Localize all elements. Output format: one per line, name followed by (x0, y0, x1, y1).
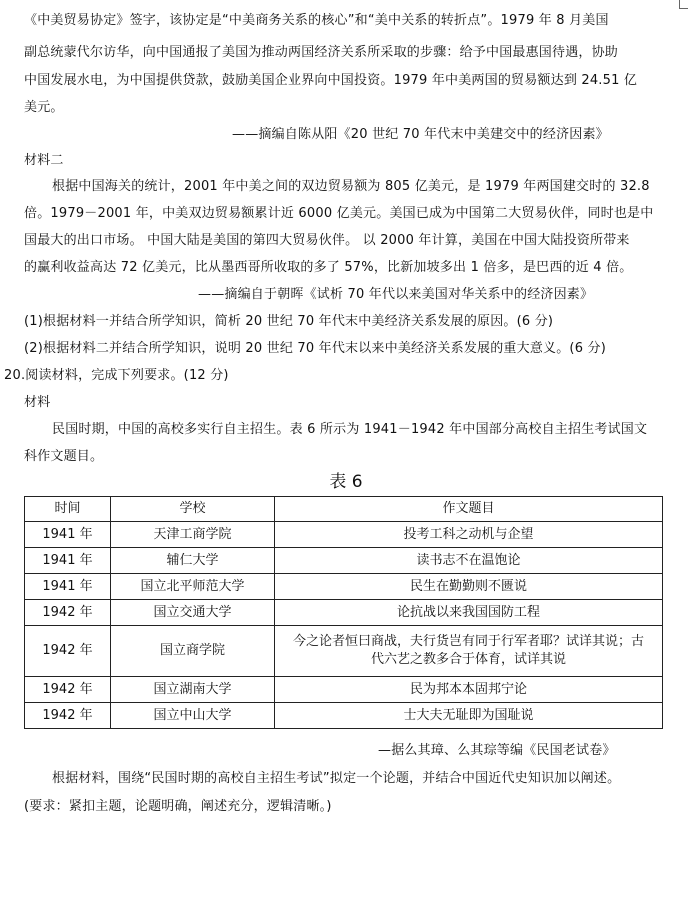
header-time: 时间 (25, 497, 111, 522)
essay-topics-table (24, 496, 663, 729)
cell-topic: 民为邦本本固邦宁论 (275, 677, 663, 703)
table-header-row (25, 497, 663, 522)
cell-year: 1942 年 (25, 703, 111, 729)
material-one-line-1: 《中美贸易协定》签字，该协定是“中美商务关系的核心”和“美中关系的转折点”。1979 年 8 月美国 (24, 13, 609, 28)
table-row (25, 626, 663, 677)
task-line-2: (要求：紧扣主题，论题明确，阐述充分，逻辑清晰。) (24, 799, 332, 814)
material-two-heading: 材料二 (24, 153, 64, 168)
cell-topic: 士大夫无耻即为国耻说 (275, 703, 663, 729)
cell-year: 1941 年 (25, 548, 111, 574)
cell-year: 1942 年 (25, 626, 111, 677)
table-row (25, 677, 663, 703)
question-2: (2)根据材料二并结合所学知识，说明 20 世纪 70 年代末以来中美经济关系发展的重大意义。(6 分) (24, 341, 606, 356)
cell-year: 1941 年 (25, 522, 111, 548)
material-two-line-4: 的赢利收益高达 72 亿美元，比从墨西哥所收取的多了 57%，比新加坡多出 1 倍多，是巴西的近 4 倍。 (24, 260, 633, 275)
table-row (25, 548, 663, 574)
cell-year: 1942 年 (25, 600, 111, 626)
cell-topic (275, 626, 663, 677)
table-row (25, 600, 663, 626)
q20-material-heading: 材料 (24, 395, 51, 410)
material-two-line-2: 倍。1979－2001 年，中美双边贸易额累计近 6000 亿美元。美国已成为中国第二大贸易伙伴，同时也是中 (24, 206, 654, 221)
q20-intro-line-1: 民国时期，中国的高校多实行自主招生。表 6 所示为 1941－1942 年中国部分高校自主招生考试国文 (52, 422, 648, 437)
question-1: (1)根据材料一并结合所学知识，简析 20 世纪 70 年代末中美经济关系发展的原因。(6 分) (24, 314, 554, 329)
table-row (25, 574, 663, 600)
header-topic: 作文题目 (275, 497, 663, 522)
material-one-line-3: 中国发展水电，为中国提供贷款，鼓励美国企业界向中国投资。1979 年中美两国的贸易额达到 24.51 亿 (24, 73, 638, 88)
cell-year: 1941 年 (25, 574, 111, 600)
material-two-line-3: 国最大的出口市场。 中国大陆是美国的第四大贸易伙伴。 以 2000 年计算，美国在中国大陆投资所带来 (24, 233, 630, 248)
cell-topic: 论抗战以来我国国防工程 (275, 600, 663, 626)
table-caption: 表 6 (329, 472, 363, 492)
q20-intro-line-2: 科作文题目。 (24, 449, 104, 464)
cell-topic: 民生在勤勤则不匮说 (275, 574, 663, 600)
source-two: ——摘编自于朝晖《试析 70 年代以来美国对华关系中的经济因素》 (198, 287, 594, 302)
cell-school: 国立湖南大学 (111, 677, 275, 703)
cell-school: 国立北平师范大学 (111, 574, 275, 600)
cell-school: 天津工商学院 (111, 522, 275, 548)
page-corner-mark (679, 0, 688, 9)
task-line-1: 根据材料，围绕“民国时期的高校自主招生考试”拟定一个论题，并结合中国近代史知识加以阐述。 (52, 771, 621, 786)
cell-school: 国立商学院 (111, 626, 275, 677)
table-source: —据么其璋、么其琮等编《民国老试卷》 (378, 743, 616, 758)
cell-school: 国立交通大学 (111, 600, 275, 626)
table-row (25, 522, 663, 548)
question-20-title: 20.阅读材料，完成下列要求。(12 分) (4, 368, 229, 383)
source-one: ——摘编自陈从阳《20 世纪 70 年代末中美建交中的经济因素》 (232, 127, 609, 142)
cell-topic: 投考工科之动机与企望 (275, 522, 663, 548)
cell-topic-line-1: 今之论者恒曰商战，夫行货岂有同于行军者耶？试详其说；古 (292, 634, 644, 649)
cell-topic-line-2: 代六艺之教多合于体育，试详其说 (370, 652, 566, 667)
material-one-line-4: 美元。 (24, 100, 64, 115)
cell-school: 国立中山大学 (111, 703, 275, 729)
table-row (25, 703, 663, 729)
cell-topic: 读书志不在温饱论 (275, 548, 663, 574)
material-one-line-2: 副总统蒙代尔访华，向中国通报了美国为推动两国经济关系所采取的步骤：给予中国最惠国待遇，协助 (24, 45, 619, 60)
material-two-line-1: 根据中国海关的统计，2001 年中美之间的双边贸易额为 805 亿美元，是 1979 年两国建交时的 32.8 (52, 179, 650, 194)
cell-year: 1942 年 (25, 677, 111, 703)
header-school: 学校 (111, 497, 275, 522)
cell-school: 辅仁大学 (111, 548, 275, 574)
